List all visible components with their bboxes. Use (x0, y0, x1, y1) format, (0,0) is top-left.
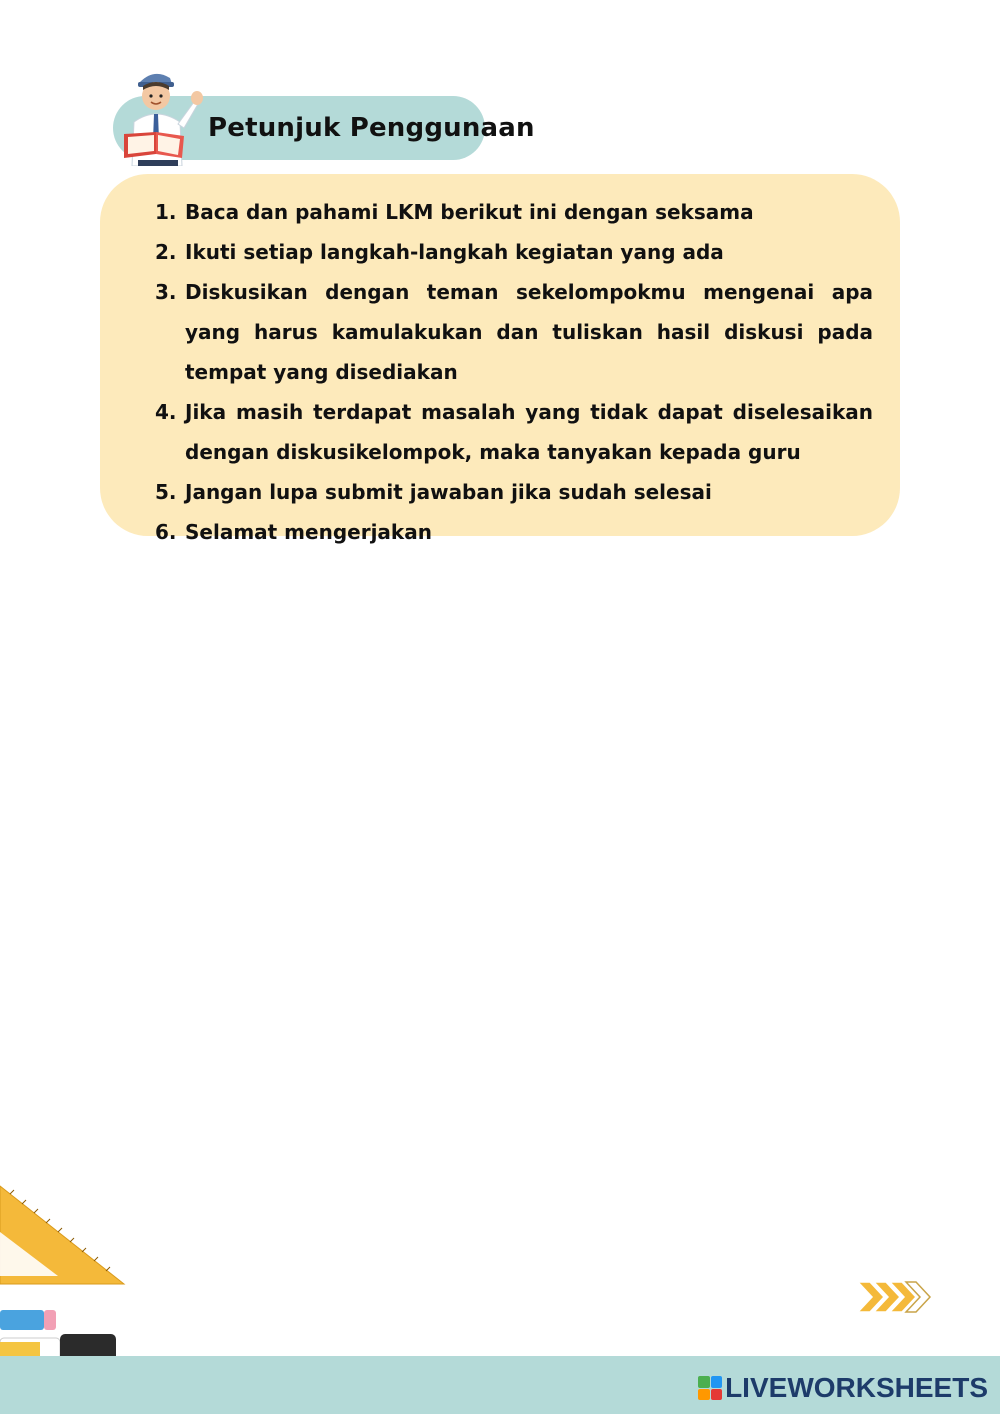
list-item: 2. Ikuti setiap langkah-langkah kegiatan yang ada (155, 240, 724, 264)
brand-text: LIVEWORKSHEETS (725, 1372, 988, 1403)
brand-logo[interactable] (698, 1371, 988, 1405)
ruler-pencil-marker-icon (0, 1180, 130, 1380)
list-item: 5. Jangan lupa submit jawaban jika sudah selesai (155, 480, 712, 504)
teacher-with-book-icon (110, 62, 210, 166)
chevrons-right-icon (856, 1280, 932, 1314)
list-item: 6. Selamat mengerjakan (155, 520, 432, 544)
instructions-list (155, 192, 873, 552)
page-title: Petunjuk Penggunaan (208, 113, 535, 143)
list-item: 1. Baca dan pahami LKM berikut ini dengan seksama (155, 200, 754, 224)
list-item: 3. Diskusikan dengan teman sekelompokmu mengenai apa yang harus kamulakukan dan tuliskan hasil diskusi pada tempat yang disediakan (155, 280, 873, 384)
list-item: 4. Jika masih terdapat masalah yang tidak dapat diselesaikan dengan diskusikelompok, maka tanyakan kepada guru (155, 400, 873, 464)
liveworksheets-logo-icon (698, 1376, 722, 1400)
